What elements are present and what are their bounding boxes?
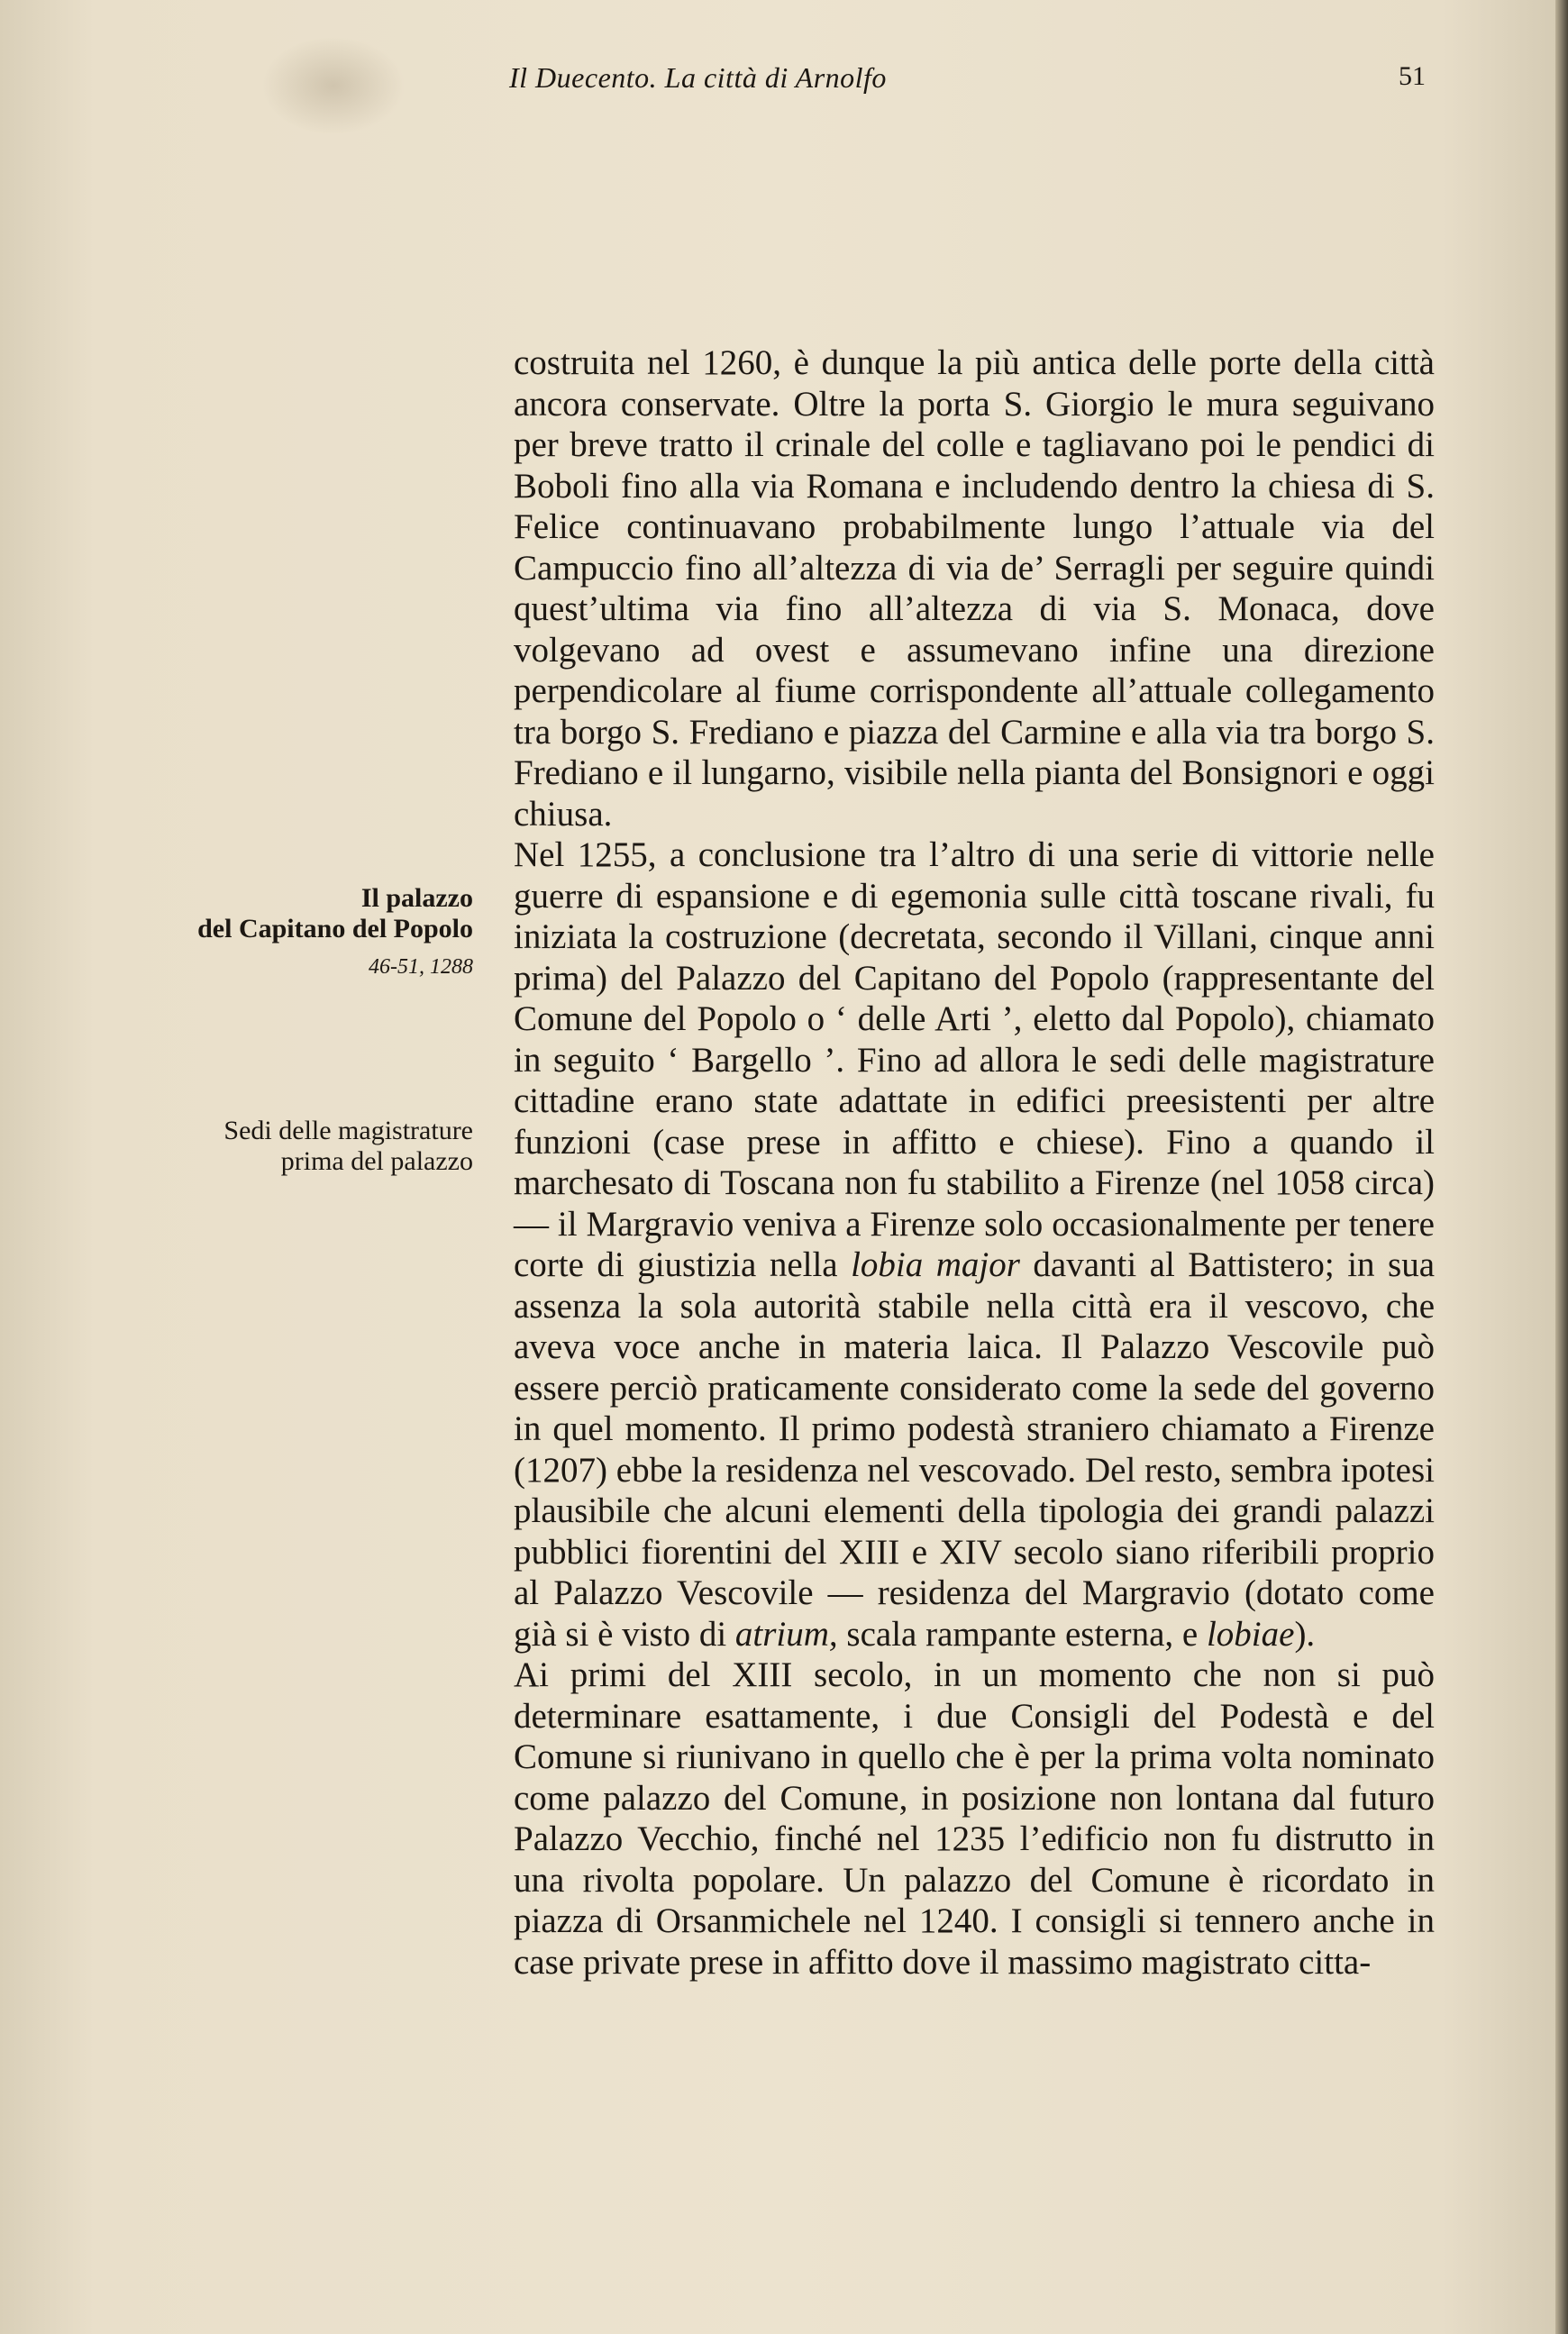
margin-note-sedi [131,1116,473,1177]
margin-note-line2: prima del palazzo [280,1146,473,1176]
margin-note-capitano [131,883,473,982]
body-text [514,342,1435,1983]
paragraph-2-text-a: Nel 1255, a conclusione tra l’altro di una serie di vittorie nelle guerre di espansione e di egemonia sulle città toscane rivali, fu iniziata la costruzione (decretata, secondo il Villani, cinque anni prima) del Palazzo del Capitano del Popolo (rappresentante del Comune del Popolo o ‘ delle Arti ’, eletto dal Popolo), chiamato in seguito ‘ Bargello ’. Fino ad allora le sedi delle magistrature cittadine erano state adattate in edifici preesistenti per altre funzioni (case prese in affitto e chiese). Fino a quando il marchesato di Toscana non fu stabilito a Firenze (nel 1058 circa) — il Margravio veniva a Firenze solo occasionalmente per tenere corte di giustizia nella [514,835,1435,1284]
paragraph-2 [514,834,1435,1655]
paragraph-2-italic-c: lobiae [1206,1614,1295,1654]
paragraph-2-text-b: davanti al Battistero; in sua assenza la sola autorità stabile nella città era il vescovo, che aveva voce anche in materia laica. Il Palazzo Vescovile può essere perciò praticamente considerato come la sede del governo in quel momento. Il primo podestà straniero chiamato a Firenze (1207) ebbe la residenza nel vescovado. Del resto, sembra ipotesi plausibile che alcuni elementi della tipologia dei grandi palazzi pubblici fiorentini del XIII e XIV secolo siano riferibili proprio al Palazzo Vescovile — residenza del Margravio (dotato come già si è visto di [514,1245,1435,1654]
paragraph-1: costruita nel 1260, è dunque la più antica delle porte della città ancora conservate. Oltre la porta S. Giorgio le mura seguivano per breve tratto il crinale del colle e tagliavano poi le pendici di Boboli fino alla via Romana e includendo dentro la chiesa di S. Felice continuavano probabilmente lungo l’attuale via del Campuccio fino all’altezza di via de’ Serragli per seguire quindi quest’ultima via fino all’altezza di via S. Monaca, dove volgevano ad ovest e assumevano infine una direzione perpendicolare al fiume corrispondente all’attuale collegamento tra borgo S. Frediano e piazza del Carmine e alla via tra borgo S. Frediano e il lungarno, visibile nella pianta del Bonsignori e oggi chiusa. [514,343,1435,834]
margin-note-reference: 46-51, 1288 [369,955,473,979]
running-head: Il Duecento. La città di Arnolfo [509,61,887,94]
margin-note-title-line1: Il palazzo [360,883,473,913]
page-stain [261,36,406,135]
margin-note-line1: Sedi delle magistrature [223,1116,473,1145]
paragraph-2-text-c: scala rampante esterna, e [837,1614,1207,1654]
page-edge-shadow [1555,0,1568,2334]
paragraph-2-italic-a: lobia major [851,1245,1020,1284]
paragraph-3: Ai primi del XIII secolo, in un momento che non si può determinare esattamente, i due Consigli del Podestà e del Comune si riunivano in quello che è per la prima volta nominato come palazzo del Comune, in posizione non lontana dal futuro Palazzo Vecchio, finché nel 1235 l’edificio non fu distrutto in una rivolta popolare. Un palazzo del Comune è ricordato in piazza di Orsanmichele nel 1240. I consigli si tennero anche in case private prese in affitto dove il massimo magistrato citta- [514,1655,1435,1982]
page-number: 51 [1399,61,1426,91]
margin-note-title-line2: del Capitano del Popolo [197,914,473,944]
paragraph-2-italic-b: atrium, [734,1614,838,1654]
paragraph-2-text-d: ). [1294,1614,1316,1654]
